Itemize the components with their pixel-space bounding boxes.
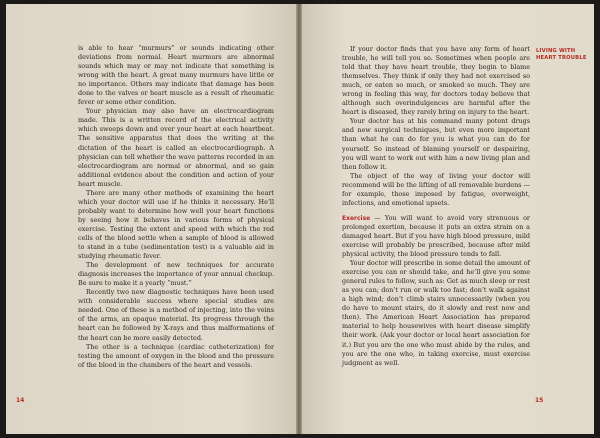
exercise-text: — You will want to avoid very strenuous or prolonged exertion, because it puts an extra strain on a damaged heart. But if you have high blood pressure, mild exercise will probably be prescribed, because after mild physical activity, the blood pressure tends to fall. — [342, 213, 530, 259]
paragraph: There are many other methods of examining the heart which your doctor will use if he thinks it necessary. He’ll probably want to determine how well your heart functions by seeing how it behaves in various forms of physical exercise. Testing the extent and speed with which the red cells of the blood settle when a sample of blood is allowed to stand in a tube (sedimentation test) is a valuable aid in studying rheumatic fever. — [78, 188, 274, 261]
right-page — [302, 4, 594, 434]
page-number: 14 — [16, 397, 25, 404]
section-heading-line: LIVING WITH — [536, 48, 576, 54]
left-page-body — [78, 44, 274, 370]
paragraph: The development of new techniques for accurate diagnosis increases the importance of your annual checkup. Be sure to make it a yearly “must.” — [78, 261, 274, 288]
paragraph: Your doctor will prescribe in some detail the amount of exercise you can or should take, and he’ll give you some general rules to follow, such as: Get as much sleep or rest as you can; don’t run or walk too fast; don’t walk against a high wind; don’t climb stairs unnecessarily (when you do have to mount stairs, do it slowly and rest now and then). The American Heart Association has prepared material to help housewives with heart disease simplify their work. (Ask your doctor or local heart association for it.) But you are the one who must abide by the rules, and you are the one who, in taking exercise, must exercise judgment as well. — [342, 259, 530, 367]
paragraph: Recently two new diagnostic techniques have been used with considerable success where special studies are needed. One of these is a method of injecting, into the veins of the arms, an opaque material. Its progress through the heart can be followed by X-rays and thus malformations of the heart can be more easily detected. — [78, 288, 274, 342]
right-page-body — [342, 45, 530, 368]
paragraph: The object of the way of living your doctor will recommend will be the lifting of all removable burdens — for example, those imposed by fatigue, overweight, infections, and emotional upsets. — [342, 171, 530, 207]
page-number: 15 — [535, 397, 544, 404]
paragraph: If your doctor finds that you have any form of heart trouble, he will tell you so. Sometimes when people are told that they have heart trouble, they begin to blame themselves. They think if only they had not exercised so much, or eaten so much, or smoked so much. They are wrong in feeling this way, for doctors today believe that although such overindulgences are harmful after the heart is diseased, they rarely bring on injury to the heart. — [342, 45, 530, 117]
paragraph: is able to hear “murmurs” or sounds indicating other deviations from normal. Heart murmurs are abnormal sounds which may or may not indicate that something is wrong with the heart. A great many murmurs have little or no importance. Others may indicate that damage has been done to the valves or heart muscle as a result of rheumatic fever or some other condition. — [78, 44, 274, 107]
section-heading — [536, 48, 596, 62]
section-heading-line: HEART TROUBLE — [536, 55, 587, 61]
exercise-paragraph — [342, 214, 530, 259]
section-lead: Exercise — [342, 214, 371, 222]
booklet-spread — [6, 4, 594, 434]
paragraph: Your physician may also have an electrocardiogram made. This is a written record of the electrical activity which sweeps down and over your heart at each heartbeat. The sensitive apparatus that does the writing at the dictation of the heart is called an electrocardiograph. A physician can tell whether the wave patterns recorded in an electrocardiogram are normal or abnormal, and so gain additional evidence about the condition and action of your heart muscle. — [78, 107, 274, 188]
paragraph: Your doctor has at his command many potent drugs and new surgical techniques, but even more important than what he can do for you is what you can do for yourself. So instead of blaming yourself or despairing, you will want to work out with him a new living plan and then follow it. — [342, 117, 530, 171]
left-page — [6, 4, 296, 434]
paragraph: The other is a technique (cardiac catheterization) for testing the amount of oxygen in the blood and the pressure of the blood in the chambers of the heart and vessels. — [78, 342, 274, 369]
